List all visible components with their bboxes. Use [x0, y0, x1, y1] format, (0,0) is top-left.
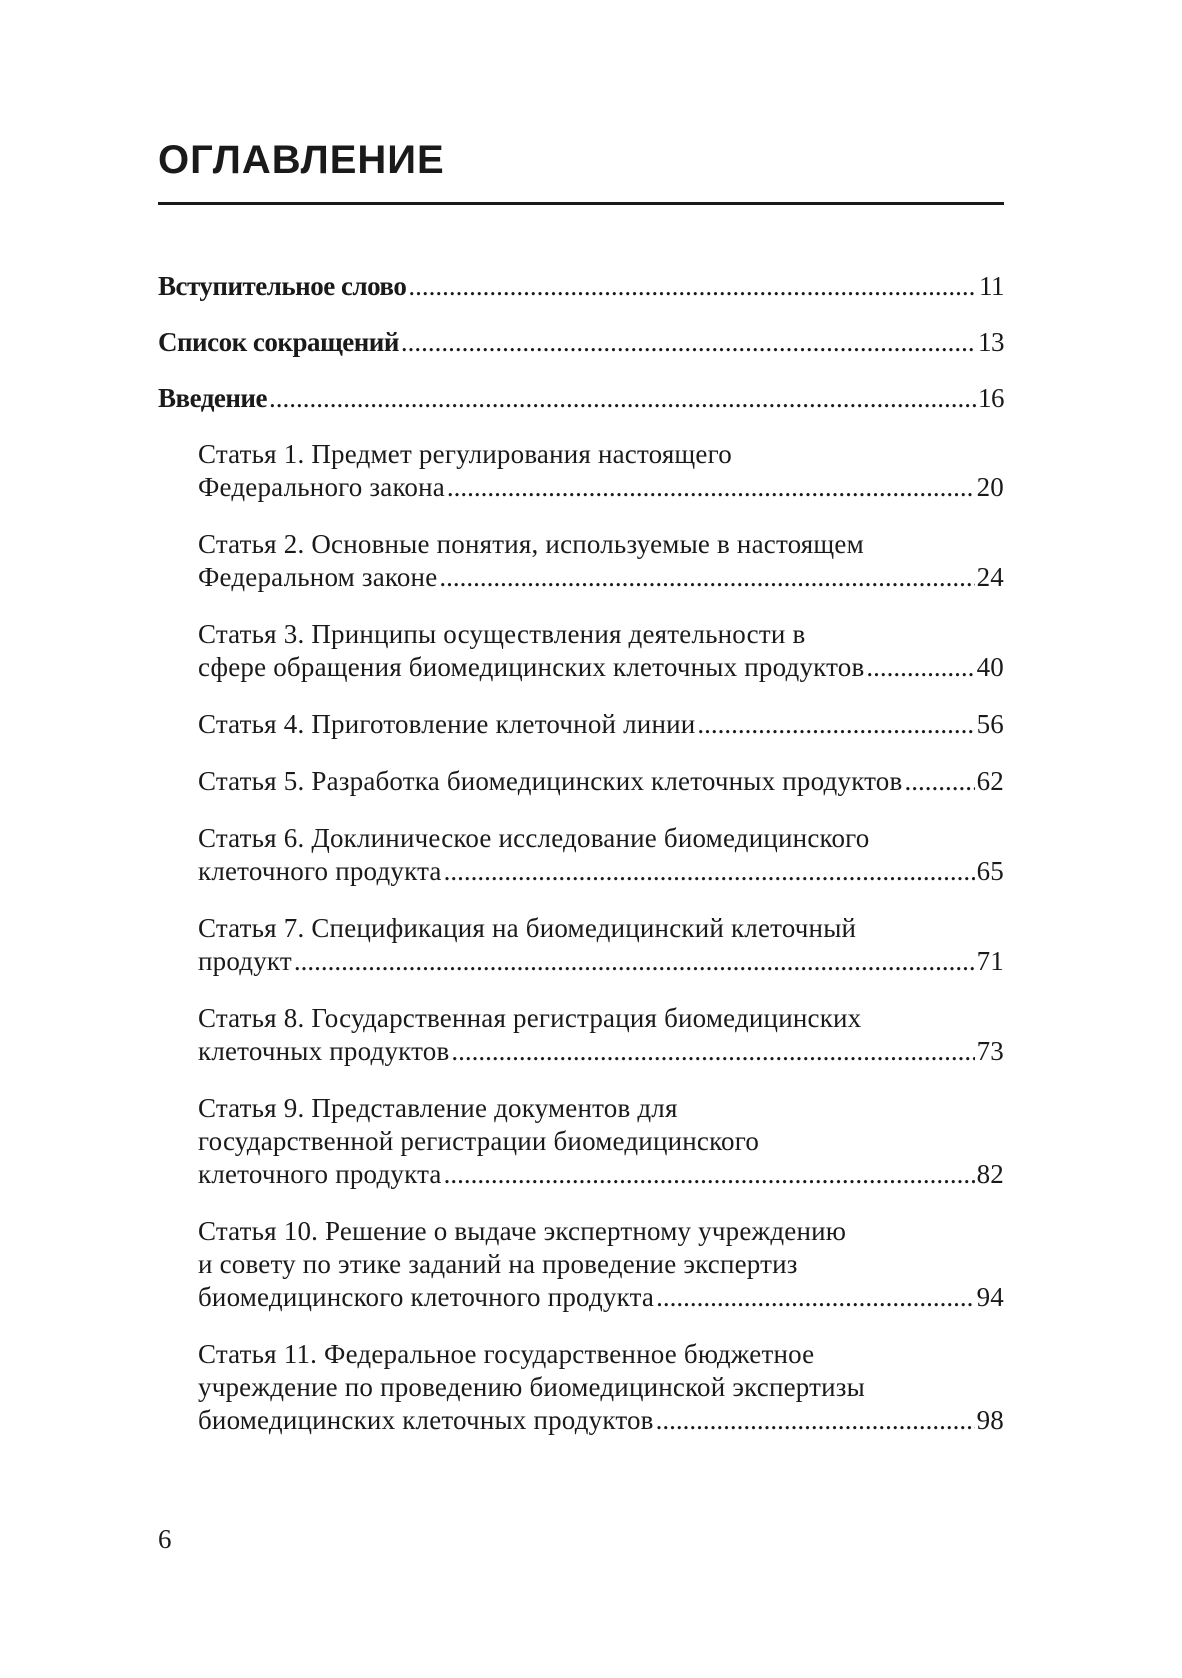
toc-entry-title-line: Статья 4. Приготовление клеточной линии [198, 709, 696, 739]
toc-entry-row [158, 382, 1004, 415]
toc-entry [158, 326, 1004, 359]
toc-entry-title-line: биомедицинских клеточных продуктов [198, 1405, 654, 1435]
toc-entry-title-line: и совету по этике заданий на проведение экспертиз [198, 1249, 798, 1279]
toc-entry-row [198, 471, 1004, 504]
toc-entry-row [198, 855, 1004, 888]
toc-entry-title-line: Статья 11. Федеральное государственное бюджетное [198, 1339, 815, 1369]
toc-entry-title-line: Статья 10. Решение о выдаче экспертному учреждению [198, 1216, 847, 1246]
dot-leader [447, 471, 975, 504]
toc-entry [158, 438, 1004, 504]
toc-entry-row [158, 326, 1004, 359]
page-title: ОГЛАВЛЕНИЕ [158, 138, 445, 182]
dot-leader [444, 855, 975, 888]
dot-leader [408, 270, 977, 303]
toc-entry-row [198, 945, 1004, 978]
toc-page-number: 65 [976, 856, 1004, 886]
toc-entry-title-line: клеточного продукта [198, 856, 442, 886]
toc-entry-title-line: сфере обращения биомедицинских клеточных продуктов [198, 652, 865, 682]
toc-entry-title-line: продукт [198, 946, 292, 976]
dot-leader [451, 1035, 974, 1068]
toc-entry-title-line: биомедицинского клеточного продукта [198, 1282, 655, 1312]
toc-entry-row [198, 561, 1004, 594]
toc-entry [158, 912, 1004, 978]
toc-page-number: 73 [976, 1036, 1004, 1066]
dot-leader [656, 1281, 975, 1314]
toc-entry [158, 708, 1004, 741]
toc-entry-row [158, 270, 1004, 303]
toc-entry-row [198, 1158, 1004, 1191]
toc-entry-title-line: Введение [158, 383, 267, 413]
toc-page-number: 56 [976, 709, 1004, 739]
toc-entry-title-line: Статья 8. Государственная регистрация биомедицинских [198, 1003, 862, 1033]
toc-entry [158, 1002, 1004, 1068]
toc-entry-title-line: Статья 1. Предмет регулирования настоящего [198, 439, 732, 469]
toc-entry-title-line: Статья 7. Спецификация на биомедицинский клеточный [198, 913, 857, 943]
dot-leader [656, 1404, 975, 1437]
toc-entry-row [198, 1404, 1004, 1437]
toc-entry-row [198, 1281, 1004, 1314]
toc-page-number: 40 [976, 652, 1004, 682]
title-divider [158, 202, 1004, 205]
dot-leader [401, 326, 976, 359]
dot-leader [294, 945, 975, 978]
toc-entry-title-line: Федеральном законе [198, 562, 438, 592]
dot-leader [439, 561, 974, 594]
toc-entry-title-line: Статья 5. Разработка биомедицинских клеточных продуктов [198, 766, 903, 796]
toc-entry-title-line: Статья 6. Доклиническое исследование биомедицинского [198, 823, 870, 853]
toc-page-number: 71 [976, 946, 1004, 976]
dot-leader [904, 765, 974, 798]
table-of-contents [158, 270, 1004, 1461]
toc-page-number: 62 [976, 766, 1004, 796]
toc-entry-row [198, 651, 1004, 684]
toc-entry-row [198, 708, 1004, 741]
dot-leader [444, 1158, 975, 1191]
toc-entry [158, 618, 1004, 684]
toc-entry-title-line: Статья 9. Представление документов для [198, 1093, 678, 1123]
toc-page-number: 13 [978, 327, 1004, 357]
toc-entry-title-line: Вступительное слово [158, 271, 407, 301]
toc-entry-title-line: государственной регистрации биомедицинского [198, 1126, 760, 1156]
toc-entry [158, 1092, 1004, 1191]
toc-entry-row [198, 765, 1004, 798]
toc-entry-title-line: Статья 2. Основные понятия, используемые в настоящем [198, 529, 864, 559]
toc-entry [158, 765, 1004, 798]
toc-entry [158, 822, 1004, 888]
dot-leader [269, 382, 976, 415]
toc-entry-title-line: клеточного продукта [198, 1159, 442, 1189]
toc-entry-title-line: Список сокращений [158, 327, 399, 357]
dot-leader [697, 708, 974, 741]
toc-entry-title-line: Статья 3. Принципы осуществления деятельности в [198, 619, 806, 649]
toc-page-number: 16 [978, 383, 1004, 413]
toc-entry [158, 528, 1004, 594]
toc-entry [158, 1338, 1004, 1437]
page-number: 6 [158, 1524, 172, 1554]
toc-entry-title-line: учреждение по проведению биомедицинской экспертизы [198, 1372, 865, 1402]
toc-entry [158, 1215, 1004, 1314]
toc-entry-row [198, 1035, 1004, 1068]
toc-page-number: 98 [976, 1405, 1004, 1435]
toc-page-number: 11 [979, 271, 1004, 301]
toc-entry-title-line: Федерального закона [198, 472, 445, 502]
toc-page-number: 94 [976, 1282, 1004, 1312]
toc-page-number: 82 [976, 1159, 1004, 1189]
toc-entry-title-line: клеточных продуктов [198, 1036, 450, 1066]
toc-entry [158, 382, 1004, 415]
dot-leader [866, 651, 974, 684]
toc-page-number: 24 [976, 562, 1004, 592]
toc-entry [158, 270, 1004, 303]
toc-page-number: 20 [976, 472, 1004, 502]
